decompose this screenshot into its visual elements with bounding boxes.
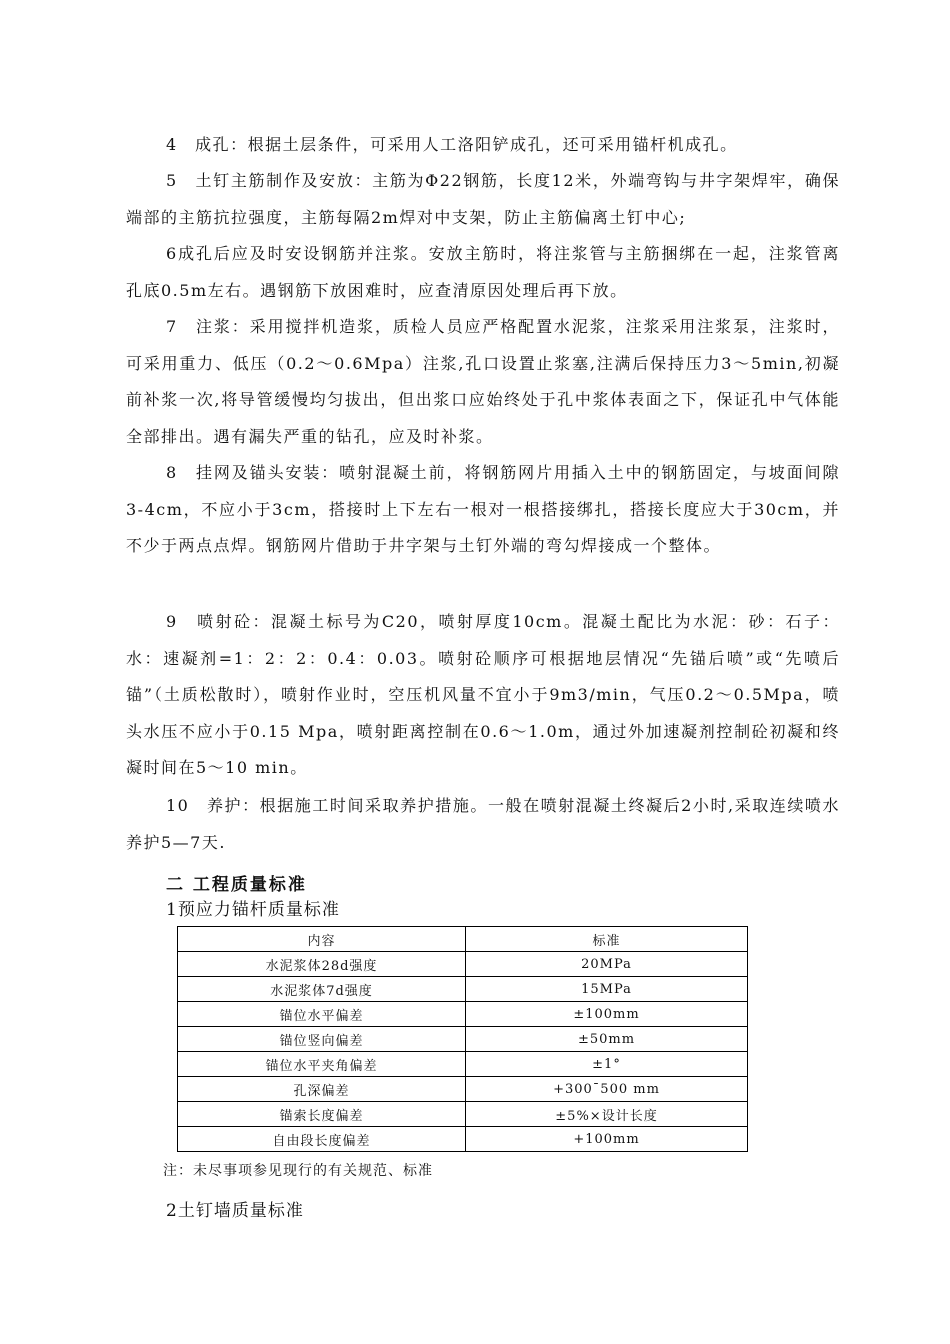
paragraph-6-rebar-install: 6成孔后应及时安设钢筋并注浆。安放主筋时，将注浆管与主筋捆绑在一起，注浆管离孔底0.5m左右。遇钢筋下放困难时，应查清原因处理后再下放。	[126, 244, 840, 300]
table-row	[178, 1052, 748, 1077]
table-cell-standard: ±5%×设计长度	[466, 1102, 748, 1127]
table-cell-item: 锚位竖向偏差	[178, 1027, 466, 1052]
subheading-anchor-quality: 1预应力锚杆质量标准	[166, 900, 340, 920]
paragraph-5-main-rebar: 5 土钉主筋制作及安放：主筋为Φ22钢筋，长度12米，外端弯钩与井字架焊牢，确保端部的主筋抗拉强度，主筋每隔2m焊对中支架，防止主筋偏离土钉中心;	[126, 171, 840, 227]
table-cell-standard: 20MPa	[466, 952, 748, 977]
table-cell-item: 锚索长度偏差	[178, 1102, 466, 1127]
subheading-soil-nail-wall-quality: 2土钉墙质量标准	[166, 1201, 304, 1221]
table-cell-standard: +100mm	[466, 1127, 748, 1152]
table-cell-standard: ±100mm	[466, 1002, 748, 1027]
table-header-cell: 内容	[178, 927, 466, 952]
table-row	[178, 1077, 748, 1102]
table-header-cell: 标准	[466, 927, 748, 952]
paragraph-8-mesh-anchor: 8 挂网及锚头安装：喷射混凝土前，将钢筋网片用插入土中的钢筋固定，与坡面间隙3-4cm，不应小于3cm，搭接时上下左右一根对一根搭接绑扎，搭接长度应大于30cm，并不少于两点点焊。钢筋网片借助于井字架与土钉外端的弯勾焊接成一个整体。	[126, 463, 840, 555]
table-cell-item: 水泥浆体7d强度	[178, 977, 466, 1002]
table-cell-standard: 15MPa	[466, 977, 748, 1002]
table-cell-standard: ±1°	[466, 1052, 748, 1077]
table-row	[178, 1102, 748, 1127]
paragraph-7-grouting: 7 注浆：采用搅拌机造浆，质检人员应严格配置水泥浆，注浆采用注浆泵，注浆时，可采用重力、低压（0.2～0.6Mpa）注浆,孔口设置止浆塞,注满后保持压力3～5min,初凝前补浆一次,将导管缓慢均匀拔出，但出浆口应始终处于孔中浆体表面之下，保证孔中气体能全部排出。遇有漏失严重的钻孔，应及时补浆。	[126, 317, 840, 446]
anchor-quality-table	[177, 926, 748, 1152]
table-cell-item: 锚位水平夹角偏差	[178, 1052, 466, 1077]
table-cell-standard: +300¯500 mm	[466, 1077, 748, 1102]
table-row	[178, 977, 748, 1002]
table-row	[178, 1127, 748, 1152]
paragraph-4-drilling: 4 成孔：根据土层条件，可采用人工洛阳铲成孔，还可采用锚杆机成孔。	[166, 135, 738, 154]
table-header-row	[178, 927, 748, 952]
table-cell-item: 孔深偏差	[178, 1077, 466, 1102]
paragraph-9-shotcrete: 9 喷射砼：混凝土标号为C20，喷射厚度10cm。混凝土配比为水泥：砂：石子：水：速凝剂=1：2：2：0.4：0.03。喷射砼顺序可根据地层情况“先锚后喷”或“先喷后锚”（土质松散时），喷射作业时，空压机风量不宜小于9m3/min，气压0.2～0.5Mpa，喷头水压不应小于0.15 Mpa，喷射距离控制在0.6～1.0m，通过外加速凝剂控制砼初凝和终凝时间在5～10 min。	[126, 612, 840, 777]
table-cell-item: 锚位水平偏差	[178, 1002, 466, 1027]
table-cell-item: 水泥浆体28d强度	[178, 952, 466, 977]
table-cell-item: 自由段长度偏差	[178, 1127, 466, 1152]
table-row	[178, 1002, 748, 1027]
section-heading-quality: 二 工程质量标准	[166, 875, 307, 895]
table-row	[178, 1027, 748, 1052]
table-footnote: 注：未尽事项参见现行的有关规范、标准	[163, 1163, 433, 1179]
paragraph-10-curing: 10 养护：根据施工时间采取养护措施。一般在喷射混凝土终凝后2小时,采取连续喷水养护5—7天.	[126, 796, 840, 852]
table-row	[178, 952, 748, 977]
table-cell-standard: ±50mm	[466, 1027, 748, 1052]
